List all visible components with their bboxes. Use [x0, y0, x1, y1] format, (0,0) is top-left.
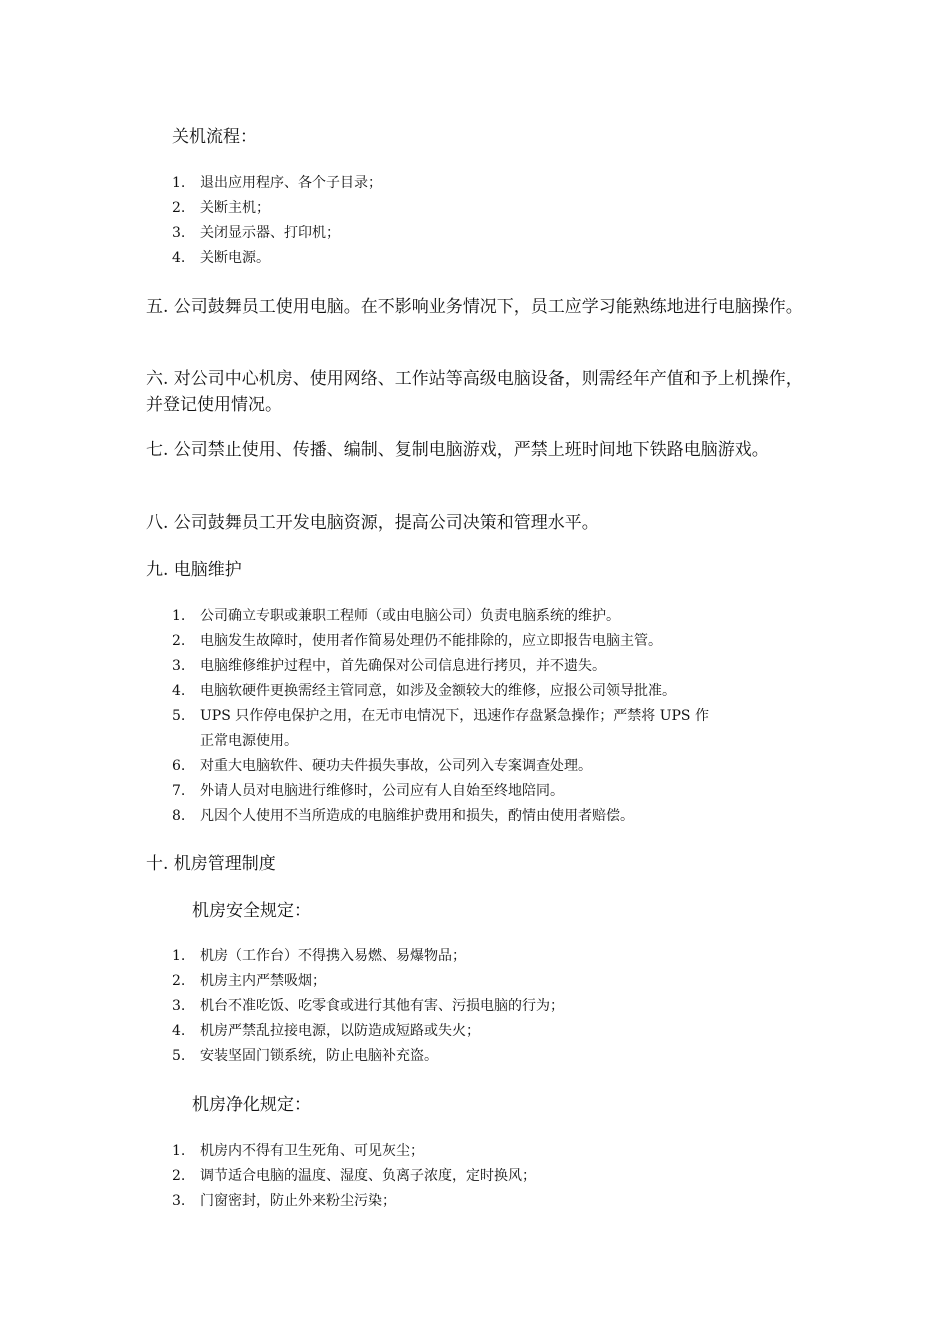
section-5-paragraph: 五. 公司鼓舞员工使用电脑。在不影响业务情况下，员工应学习能熟练地进行电脑操作。 [146, 297, 803, 317]
safety-heading: 机房安全规定： [192, 901, 311, 921]
cleaning-heading: 机房净化规定： [192, 1095, 311, 1115]
section-7-paragraph: 七. 公司禁止使用、传播、编制、复制电脑游戏，严禁上班时间地下铁路电脑游戏。 [146, 440, 769, 460]
section-8-paragraph: 八. 公司鼓舞员工开发电脑资源，提高公司决策和管理水平。 [146, 513, 599, 533]
section-10-heading: 十. 机房管理制度 [146, 854, 276, 874]
section-9-heading: 九. 电脑维护 [146, 560, 242, 580]
shutdown-heading: 关机流程： [172, 127, 257, 147]
document-page: 关机流程： 1. 退出应用程序、各个子目录； 2. 关断主机； 3. 关闭显示器、打印机； 4. 关断电源。 五. 公司鼓舞员工使用电脑。在不影响业务情况下，员工应学习能熟练地进行电脑操作。 六. 对公司中心机房、使用网络、工作站等高级电脑设备，则需经年产值和予上机操作，并登记使用情况。 七. 公司禁止使用、传播、编制、复制电脑游戏，严禁上班时间地下铁路电脑游戏。 八. 公司鼓舞员工开发电脑资源，提高公司决策和管理水平。 九. 电脑维护 1. 公司确立专职或兼职工程师（或由电脑公司）负责电脑系统的维护。 2. 电脑发生故障时，使用者作简易处理仍不能排除的，应立即报告电脑主管。 3. 电脑维修维护过程中，首先确保对公司信息进行拷贝，并不遗失。 4. 电脑软硬件更换需经主管同意，如涉及金额较大的维修，应报公司领导批准。 5. UPS 只作停电保护之用，在无市电情况下，迅速作存盘紧急操作；严禁将 UPS 作 正常电源使用。 6. 对重大电脑软件、硬功夫件损失事故，公司列入专案调查处理。 7. 外请人员对电脑进行维修时，公司应有人自始至终地陪同。 8. 凡因个人使用不当所造成的电脑维护费用和损失，酌情由使用者赔偿。 十. 机房管理制度 机房安全规定： 1. 机房（工作台）不得携入易燃、易爆物品； 2. 机房主内严禁吸烟； 3. 机台不准吃饭、吃零食或进行其他有害、污损电脑的行为； 4. 机房严禁乱拉接电源，以防造成短路或失火； 5. 安装坚固门锁系统，防止电脑补充盗。 机房净化规定： 1. 机房内不得有卫生死角、可见灰尘； 2. 调节适合电脑的温度、湿度、负离子浓度，定时换风； 3. 门窗密封，防止外来粉尘污染； [0, 0, 950, 1344]
section-6-paragraph: 六. 对公司中心机房、使用网络、工作站等高级电脑设备，则需经年产值和予上机操作，并登记使用情况。 [146, 369, 803, 415]
